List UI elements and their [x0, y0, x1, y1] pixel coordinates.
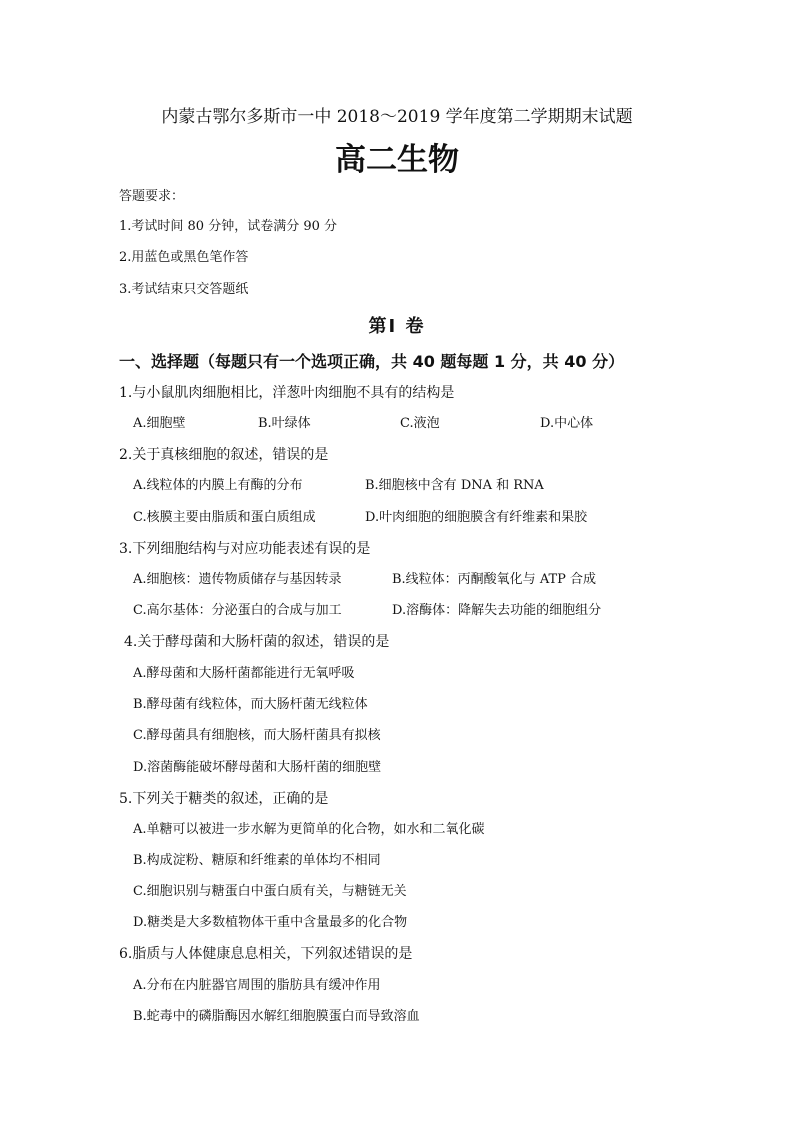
question-option: C.细胞识别与糖蛋白中蛋白质有关，与糖链无关 — [133, 884, 407, 899]
question-option: A.分布在内脏器官周围的脂肪具有缓冲作用 — [133, 978, 381, 993]
question-option: C.液泡 — [400, 416, 440, 431]
question-option: A.线粒体的内膜上有酶的分布 — [133, 478, 303, 493]
question-option: B.酵母菌有线粒体，而大肠杆菌无线粒体 — [133, 697, 368, 712]
requirement-item: 3.考试结束只交答题纸 — [119, 282, 249, 297]
question-option: B.蛇毒中的磷脂酶因水解红细胞膜蛋白而导致溶血 — [133, 1009, 420, 1024]
subject-title: 高二生物 — [335, 142, 459, 178]
question-stem: 3.下列细胞结构与对应功能表述有误的是 — [119, 541, 371, 557]
requirements-heading: 答题要求： — [119, 189, 185, 204]
question-option: D.溶菌酶能破坏酵母菌和大肠杆菌的细胞壁 — [133, 760, 382, 775]
question-option: D.糖类是大多数植物体干重中含量最多的化合物 — [133, 915, 408, 930]
question-option: D.中心体 — [540, 416, 594, 431]
question-option: A.单糖可以被进一步水解为更简单的化合物，如水和二氧化碳 — [133, 822, 485, 837]
requirement-item: 1.考试时间 80 分钟，试卷满分 90 分 — [119, 219, 338, 234]
question-stem: 6.脂质与人体健康息息相关，下列叙述错误的是 — [119, 946, 413, 962]
question-option: D.叶肉细胞的细胞膜含有纤维素和果胶 — [365, 510, 588, 525]
question-option: C.核膜主要由脂质和蛋白质组成 — [133, 510, 316, 525]
requirement-item: 2.用蓝色或黑色笔作答 — [119, 250, 249, 265]
question-option: D.溶酶体：降解失去功能的细胞组分 — [392, 603, 602, 618]
question-option: A.细胞核：遗传物质储存与基因转录 — [133, 572, 342, 587]
question-option: A.酵母菌和大肠杆菌都能进行无氧呼吸 — [133, 666, 355, 681]
question-option: B.构成淀粉、糖原和纤维素的单体均不相同 — [133, 853, 381, 868]
question-stem: 5.下列关于糖类的叙述，正确的是 — [119, 791, 329, 807]
question-option: B.叶绿体 — [258, 416, 311, 431]
question-option: B.细胞核中含有 DNA 和 RNA — [365, 478, 544, 493]
question-stem: 4.关于酵母菌和大肠杆菌的叙述，错误的是 — [124, 634, 390, 650]
question-stem: 2.关于真核细胞的叙述，错误的是 — [119, 447, 329, 463]
question-stem: 1.与小鼠肌肉细胞相比，洋葱叶肉细胞不具有的结构是 — [119, 385, 455, 401]
question-option: A.细胞壁 — [133, 416, 186, 431]
question-option: C.酵母菌具有细胞核，而大肠杆菌具有拟核 — [133, 728, 381, 743]
section-title: 一、选择题（每题只有一个选项正确，共 40 题每题 1 分，共 40 分） — [119, 352, 625, 371]
exam-title: 内蒙古鄂尔多斯市一中 2018～2019 学年度第二学期期末试题 — [161, 107, 633, 127]
question-option: C.高尔基体：分泌蛋白的合成与加工 — [133, 603, 342, 618]
volume-title: 第Ⅰ 卷 — [368, 316, 426, 337]
question-option: B.线粒体：丙酮酸氧化与 ATP 合成 — [392, 572, 597, 587]
